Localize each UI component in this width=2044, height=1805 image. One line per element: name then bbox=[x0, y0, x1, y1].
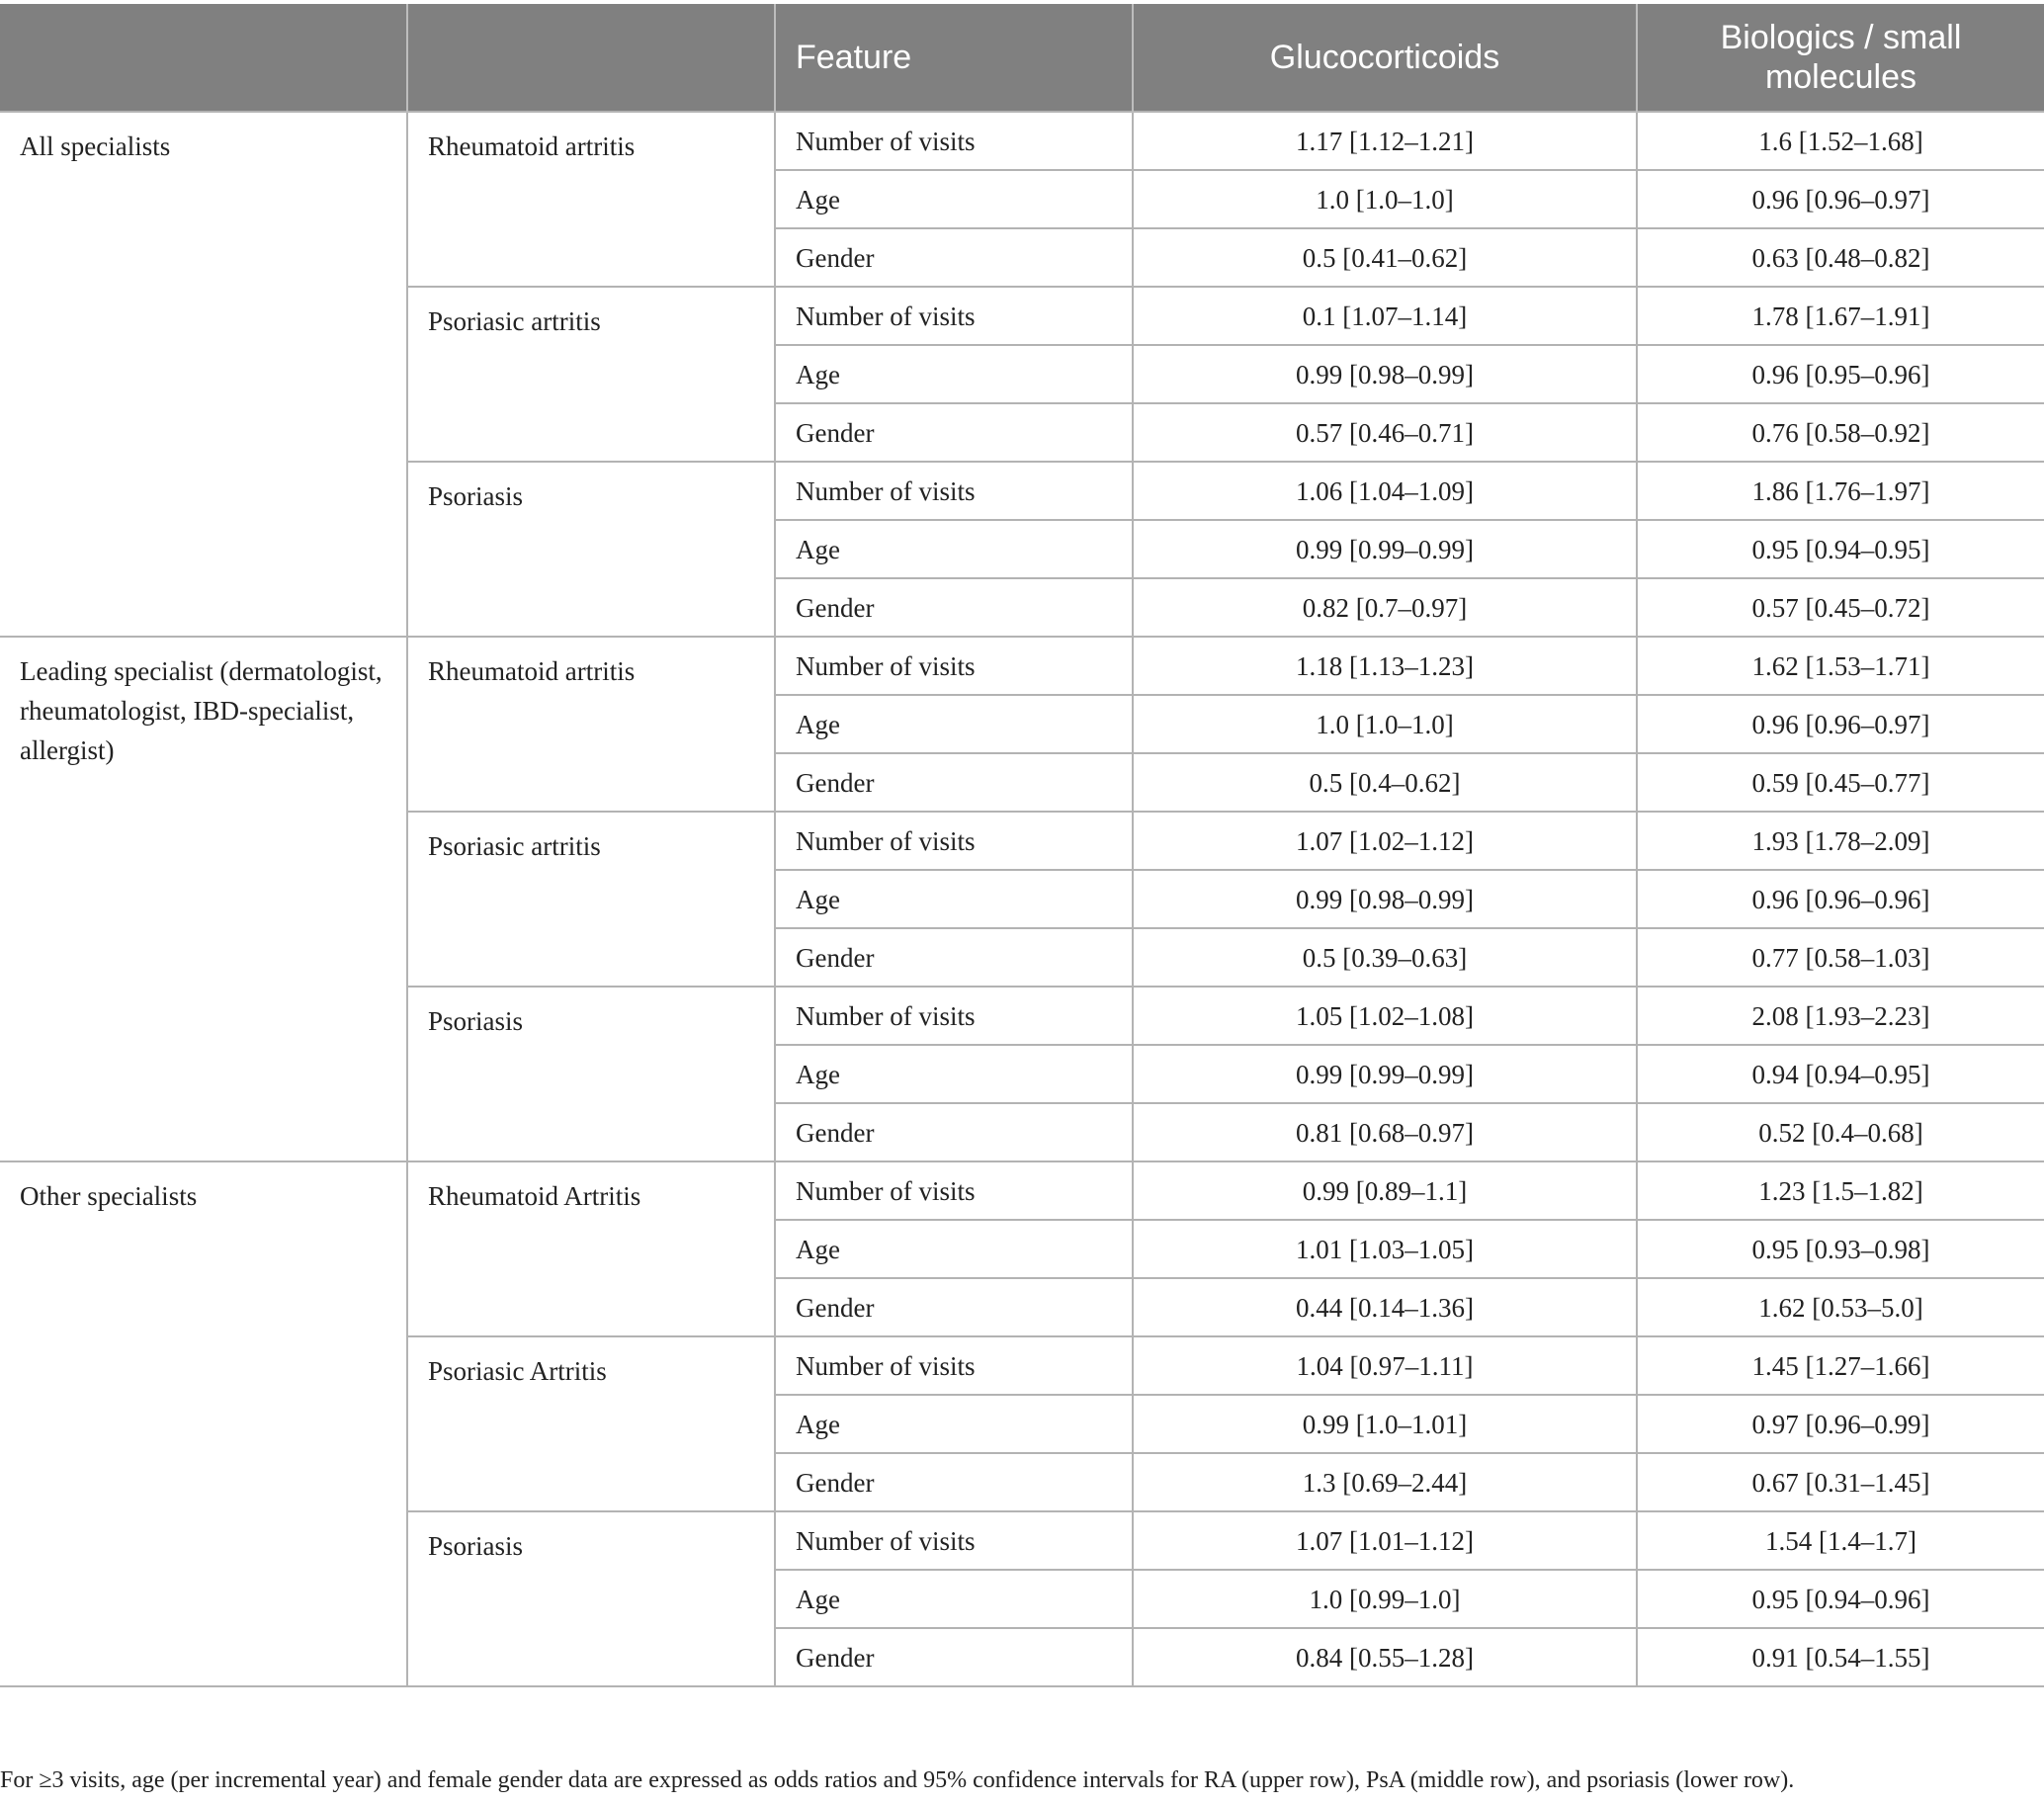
feature-cell: Gender bbox=[775, 753, 1133, 812]
glucocorticoids-cell: 1.3 [0.69–2.44] bbox=[1133, 1453, 1637, 1511]
feature-cell: Age bbox=[775, 870, 1133, 928]
biologics-cell: 0.96 [0.96–0.97] bbox=[1637, 695, 2044, 753]
biologics-cell: 0.94 [0.94–0.95] bbox=[1637, 1045, 2044, 1103]
feature-cell: Age bbox=[775, 1395, 1133, 1453]
glucocorticoids-cell: 1.0 [1.0–1.0] bbox=[1133, 170, 1637, 228]
biologics-cell: 0.96 [0.96–0.97] bbox=[1637, 170, 2044, 228]
disease-label: Psoriasic artritis bbox=[407, 812, 775, 987]
biologics-cell: 1.86 [1.76–1.97] bbox=[1637, 462, 2044, 520]
table-header-row bbox=[0, 4, 2044, 112]
feature-cell: Gender bbox=[775, 1453, 1133, 1511]
feature-cell: Gender bbox=[775, 403, 1133, 462]
glucocorticoids-cell: 0.81 [0.68–0.97] bbox=[1133, 1103, 1637, 1161]
table-footnote: For ≥3 visits, age (per incremental year) and female gender data are expressed as odds ratios and 95% confidence intervals for RA (upper row), PsA (middle row), and psoriasis (lower row). bbox=[0, 1767, 1795, 1793]
glucocorticoids-cell: 0.1 [1.07–1.14] bbox=[1133, 287, 1637, 345]
feature-cell: Number of visits bbox=[775, 462, 1133, 520]
biologics-cell: 0.95 [0.93–0.98] bbox=[1637, 1220, 2044, 1278]
glucocorticoids-cell: 0.5 [0.41–0.62] bbox=[1133, 228, 1637, 287]
glucocorticoids-cell: 1.0 [1.0–1.0] bbox=[1133, 695, 1637, 753]
glucocorticoids-cell: 1.07 [1.01–1.12] bbox=[1133, 1511, 1637, 1570]
biologics-cell: 1.62 [0.53–5.0] bbox=[1637, 1278, 2044, 1336]
feature-cell: Age bbox=[775, 1045, 1133, 1103]
feature-cell: Gender bbox=[775, 1628, 1133, 1686]
glucocorticoids-cell: 0.84 [0.55–1.28] bbox=[1133, 1628, 1637, 1686]
glucocorticoids-cell: 0.44 [0.14–1.36] bbox=[1133, 1278, 1637, 1336]
glucocorticoids-cell: 1.04 [0.97–1.11] bbox=[1133, 1336, 1637, 1395]
glucocorticoids-cell: 0.99 [0.99–0.99] bbox=[1133, 1045, 1637, 1103]
disease-label: Psoriasic Artritis bbox=[407, 1336, 775, 1511]
biologics-cell: 0.96 [0.95–0.96] bbox=[1637, 345, 2044, 403]
header-biologics: Biologics / small molecules bbox=[1637, 4, 2044, 112]
header-group bbox=[0, 4, 407, 112]
feature-cell: Gender bbox=[775, 928, 1133, 987]
biologics-cell: 0.76 [0.58–0.92] bbox=[1637, 403, 2044, 462]
biologics-cell: 0.63 [0.48–0.82] bbox=[1637, 228, 2044, 287]
biologics-cell: 1.54 [1.4–1.7] bbox=[1637, 1511, 2044, 1570]
biologics-cell: 0.95 [0.94–0.96] bbox=[1637, 1570, 2044, 1628]
feature-cell: Number of visits bbox=[775, 112, 1133, 170]
biologics-cell: 0.67 [0.31–1.45] bbox=[1637, 1453, 2044, 1511]
feature-cell: Gender bbox=[775, 1103, 1133, 1161]
glucocorticoids-cell: 0.99 [0.98–0.99] bbox=[1133, 345, 1637, 403]
glucocorticoids-cell: 1.18 [1.13–1.23] bbox=[1133, 637, 1637, 695]
disease-label: Psoriasis bbox=[407, 462, 775, 637]
glucocorticoids-cell: 1.06 [1.04–1.09] bbox=[1133, 462, 1637, 520]
table-row bbox=[0, 1161, 2044, 1220]
disease-label: Psoriasis bbox=[407, 987, 775, 1161]
feature-cell: Number of visits bbox=[775, 987, 1133, 1045]
biologics-cell: 0.57 [0.45–0.72] bbox=[1637, 578, 2044, 637]
feature-cell: Number of visits bbox=[775, 812, 1133, 870]
glucocorticoids-cell: 0.5 [0.39–0.63] bbox=[1133, 928, 1637, 987]
feature-cell: Age bbox=[775, 1570, 1133, 1628]
odds-ratio-table bbox=[0, 4, 2044, 1687]
biologics-cell: 0.96 [0.96–0.96] bbox=[1637, 870, 2044, 928]
glucocorticoids-cell: 0.57 [0.46–0.71] bbox=[1133, 403, 1637, 462]
biologics-cell: 2.08 [1.93–2.23] bbox=[1637, 987, 2044, 1045]
biologics-cell: 1.23 [1.5–1.82] bbox=[1637, 1161, 2044, 1220]
feature-cell: Number of visits bbox=[775, 1511, 1133, 1570]
glucocorticoids-cell: 0.82 [0.7–0.97] bbox=[1133, 578, 1637, 637]
group-label: Leading specialist (dermatologist, rheumatologist, IBD-specialist, allergist) bbox=[0, 637, 407, 1161]
glucocorticoids-cell: 1.05 [1.02–1.08] bbox=[1133, 987, 1637, 1045]
disease-label: Rheumatoid Artritis bbox=[407, 1161, 775, 1336]
biologics-cell: 0.77 [0.58–1.03] bbox=[1637, 928, 2044, 987]
header-feature: Feature bbox=[775, 4, 1133, 112]
disease-label: Psoriasic artritis bbox=[407, 287, 775, 462]
feature-cell: Age bbox=[775, 345, 1133, 403]
feature-cell: Number of visits bbox=[775, 287, 1133, 345]
header-glucocorticoids: Glucocorticoids bbox=[1133, 4, 1637, 112]
biologics-cell: 1.78 [1.67–1.91] bbox=[1637, 287, 2044, 345]
biologics-cell: 0.91 [0.54–1.55] bbox=[1637, 1628, 2044, 1686]
biologics-cell: 1.45 [1.27–1.66] bbox=[1637, 1336, 2044, 1395]
feature-cell: Age bbox=[775, 520, 1133, 578]
table-row bbox=[0, 637, 2044, 695]
glucocorticoids-cell: 0.5 [0.4–0.62] bbox=[1133, 753, 1637, 812]
feature-cell: Age bbox=[775, 1220, 1133, 1278]
biologics-cell: 1.6 [1.52–1.68] bbox=[1637, 112, 2044, 170]
table-row bbox=[0, 112, 2044, 170]
biologics-cell: 1.62 [1.53–1.71] bbox=[1637, 637, 2044, 695]
feature-cell: Number of visits bbox=[775, 1336, 1133, 1395]
feature-cell: Age bbox=[775, 695, 1133, 753]
feature-cell: Number of visits bbox=[775, 637, 1133, 695]
disease-label: Rheumatoid artritis bbox=[407, 112, 775, 287]
feature-cell: Age bbox=[775, 170, 1133, 228]
glucocorticoids-cell: 1.07 [1.02–1.12] bbox=[1133, 812, 1637, 870]
feature-cell: Gender bbox=[775, 578, 1133, 637]
disease-label: Rheumatoid artritis bbox=[407, 637, 775, 812]
glucocorticoids-cell: 0.99 [1.0–1.01] bbox=[1133, 1395, 1637, 1453]
glucocorticoids-cell: 0.99 [0.89–1.1] bbox=[1133, 1161, 1637, 1220]
feature-cell: Number of visits bbox=[775, 1161, 1133, 1220]
biologics-cell: 0.97 [0.96–0.99] bbox=[1637, 1395, 2044, 1453]
biologics-cell: 0.95 [0.94–0.95] bbox=[1637, 520, 2044, 578]
group-label: All specialists bbox=[0, 112, 407, 637]
feature-cell: Gender bbox=[775, 1278, 1133, 1336]
header-disease bbox=[407, 4, 775, 112]
glucocorticoids-cell: 1.0 [0.99–1.0] bbox=[1133, 1570, 1637, 1628]
group-label: Other specialists bbox=[0, 1161, 407, 1686]
biologics-cell: 1.93 [1.78–2.09] bbox=[1637, 812, 2044, 870]
biologics-cell: 0.52 [0.4–0.68] bbox=[1637, 1103, 2044, 1161]
biologics-cell: 0.59 [0.45–0.77] bbox=[1637, 753, 2044, 812]
glucocorticoids-cell: 0.99 [0.99–0.99] bbox=[1133, 520, 1637, 578]
glucocorticoids-cell: 1.17 [1.12–1.21] bbox=[1133, 112, 1637, 170]
glucocorticoids-cell: 0.99 [0.98–0.99] bbox=[1133, 870, 1637, 928]
glucocorticoids-cell: 1.01 [1.03–1.05] bbox=[1133, 1220, 1637, 1278]
feature-cell: Gender bbox=[775, 228, 1133, 287]
disease-label: Psoriasis bbox=[407, 1511, 775, 1686]
